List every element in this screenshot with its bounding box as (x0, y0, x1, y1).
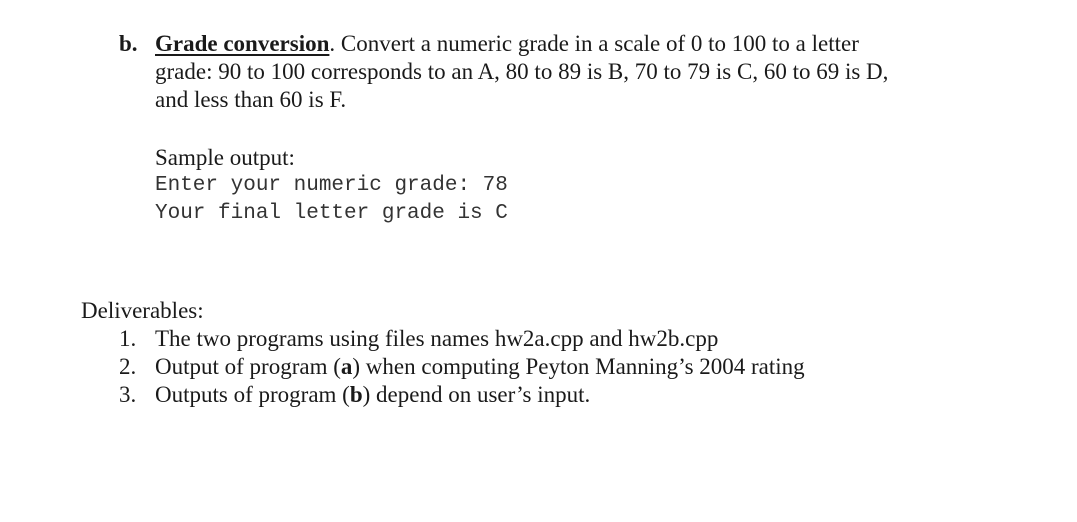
deliverable-number: 2. (119, 354, 137, 379)
deliverable-text-part: ) depend on user’s input. (362, 382, 591, 407)
deliverable-text (155, 381, 590, 409)
deliverable-text-bold: a (340, 354, 353, 379)
deliverable-number: 3. (119, 382, 137, 407)
deliverable-text-part: Outputs of program ( (155, 382, 350, 407)
sample-output-label: Sample output: (155, 145, 295, 170)
deliverables-title: Deliverables: (81, 298, 204, 323)
deliverable-text (155, 353, 805, 381)
section-marker: b. (119, 31, 138, 56)
section-heading: Grade conversion (155, 31, 330, 56)
deliverable-text-part: ) when computing Peyton Manning’s 2004 rating (352, 354, 805, 379)
sample-output-block (155, 144, 508, 228)
sample-output-line-2: Your final letter grade is C (155, 202, 508, 225)
section-text-line-2: grade: 90 to 100 corresponds to an A, 80 to 89 is B, 70 to 79 is C, 60 to 69 is D, (155, 59, 889, 84)
section-body (155, 30, 1035, 114)
deliverable-text-bold: b (349, 382, 363, 407)
section-text-line-1: . Convert a numeric grade in a scale of 0 to 100 to a letter (329, 31, 859, 56)
deliverable-item (119, 325, 805, 353)
sample-output-line-1: Enter your numeric grade: 78 (155, 174, 508, 197)
deliverable-text-part: Output of program ( (155, 354, 341, 379)
deliverable-text: The two programs using files names hw2a.cpp and hw2b.cpp (155, 326, 719, 351)
deliverable-item (119, 353, 805, 381)
deliverable-item (119, 381, 805, 409)
section-first-line (155, 30, 1035, 58)
deliverable-number: 1. (119, 326, 137, 351)
section-text-line-3: and less than 60 is F. (155, 87, 347, 112)
deliverables-list (119, 325, 805, 409)
